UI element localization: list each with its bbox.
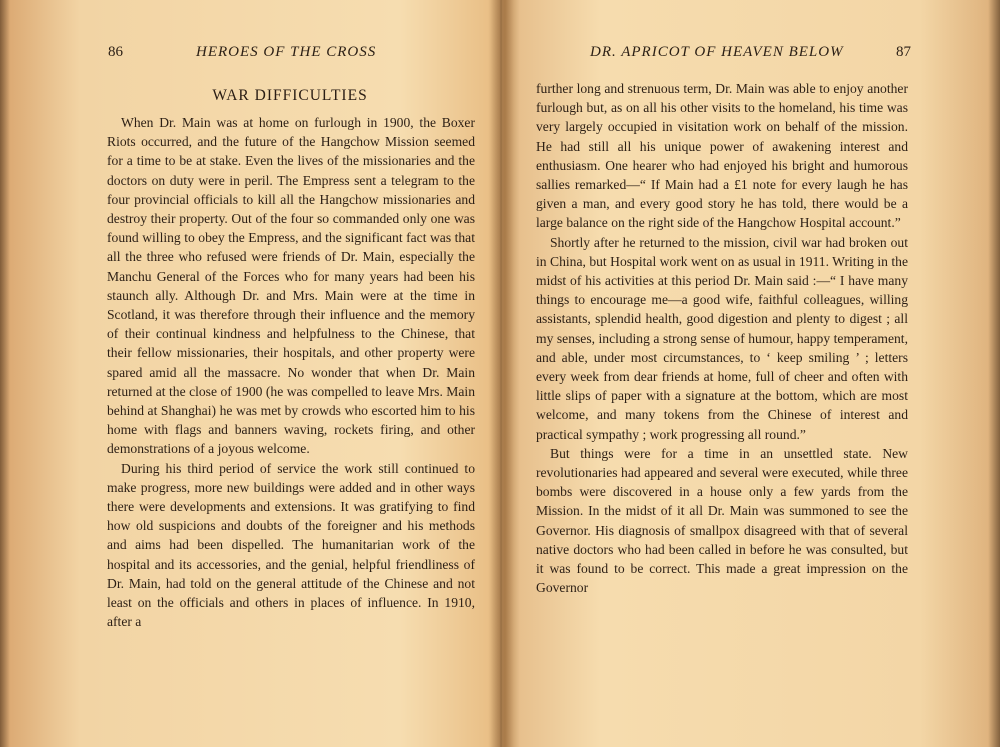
paragraph: During his third period of service the work still continued to make progress, more new buildings were added and in other ways there were developments and extensions. It was gratifying to find how old suspicions and doubts of the foreigner and his methods and aims had been dispelled. The humanitarian work of the hospital and its accessories, and the genial, helpful friendliness of Dr. Main, had told on the general attitude of the Chinese and not least on the officials and others in places of influence. In 1910, after a [107,460,475,630]
running-head: HEROES OF THE CROSS [196,44,377,60]
section-heading: WAR DIFFICULTIES [212,87,368,104]
page-number: 86 [108,44,123,60]
paragraph: further long and strenuous term, Dr. Main was able to enjoy another furlough but, as on all his other visits to the homeland, his time was very largely occupied in visitation work on behalf of the mission. He had still all his unique power of awakening interest and enthusiasm. One hearer who had enjoyed his bright and humorous sallies remarked—“ If Main had a £1 note for every laugh he has given a man, and every good story he has told, there would be a large balance on the right side of the Hangchow Hospital account.” [536,81,908,231]
paragraph: But things were for a time in an unsettled state. New revolutionaries had appeared and several were executed, while three bombs were discovered in a house only a few yards from the Mission. In the midst of it all Dr. Main was summoned to see the Governor. His diagnosis of smallpox disagreed with that of several native doctors who had been called in before he was consulted, but it was found to be correct. This made a great impression on the Governor [536,445,908,596]
paragraph: Shortly after he returned to the mission, civil war had broken out in China, but Hospital work went on as usual in 1911. Writing in the midst of his activities at this period Dr. Main said :—“ I have many things to encourage me—a good wife, faithful colleagues, willing assistants, splendid health, good digestion and plenty to digest ; all my senses, including a strong sense of humour, happy temperament, and able, under most circumstances, to ‘ keep smiling ’ ; letters every week from dear friends at home, full of cheer and often with little slips of paper with a signature at the bottom, which are most welcome, and many tokens from the Chinese of interest and practical sympathy ; work progressing all round.” [536,234,908,442]
body-text [107,113,475,631]
right-page [500,0,1000,747]
body-text [536,79,908,597]
running-head: DR. APRICOT OF HEAVEN BELOW [590,44,844,60]
paragraph: When Dr. Main was at home on furlough in 1900, the Boxer Riots occurred, and the future of the Hangchow Mission seemed for a time to be at stake. Even the lives of the missionaries and the doctors on duty were in peril. The Empress sent a telegram to the four provincial officials to kill all the Hangchow missionaries and destroy their property. Out of the four so commanded only one was found willing to obey the Empress, and the significant fact was that all the three who refused were friends of Dr. Main, especially the Manchu General of the Forces who for many years had been his staunch ally. Although Dr. and Mrs. Main were at the time in Scotland, it was therefore through their influence and the memory of their continual kindness and helpfulness to the Chinese, that their fellow missionaries, their hospitals, and other property were spared amid all the massacre. No wonder that when Dr. Main returned at the close of 1900 (he was compelled to leave Mrs. Main behind at Shanghai) he was met by crowds who escorted him to his home with flags and banners waving, rockets firing, and other demonstrations of a joyous welcome. [107,115,475,457]
page-number: 87 [896,44,911,60]
